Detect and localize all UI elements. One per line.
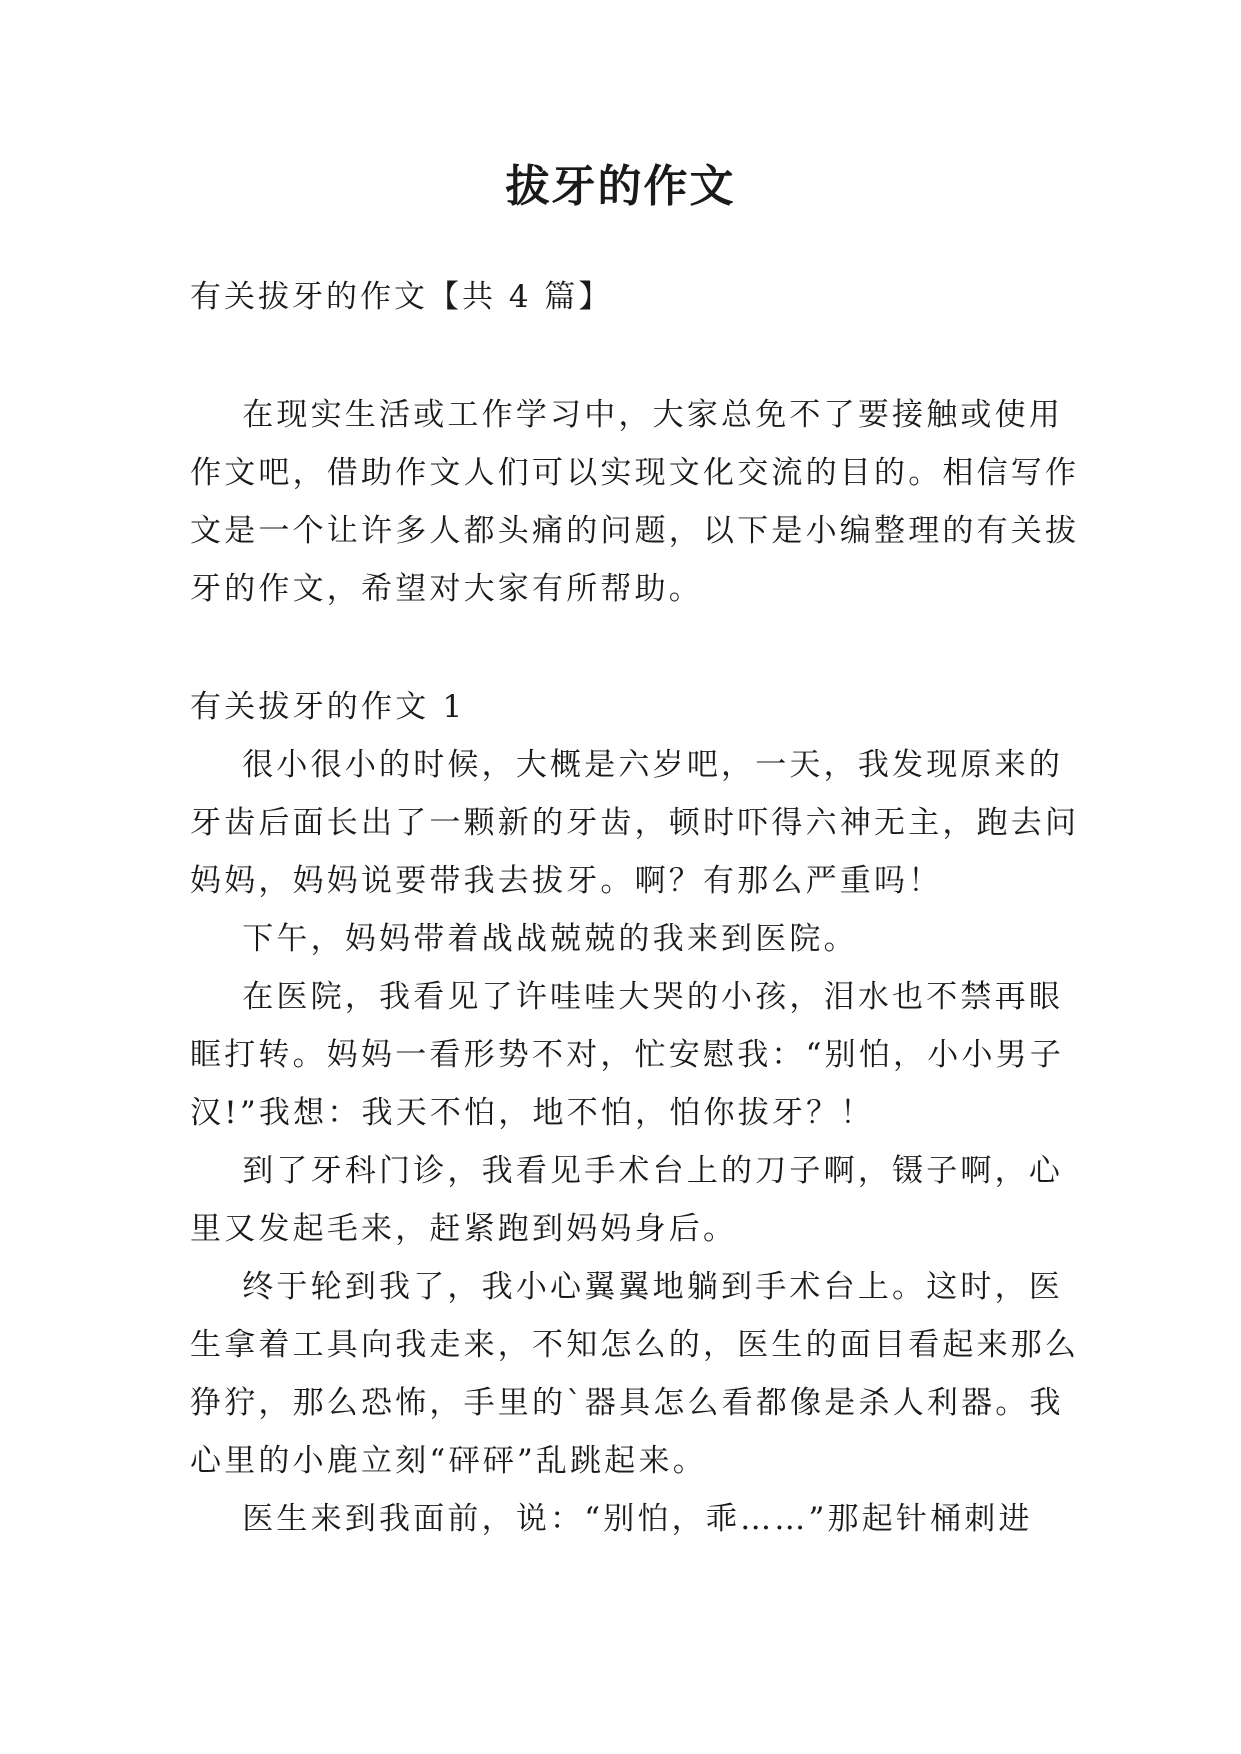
intro-line: 作文吧，借助作文人们可以实现文化交流的目的。相信写作 [190,455,1080,491]
section-body [190,736,1080,1548]
section-line: 妈妈，妈妈说要带我去拔牙。啊？有那么严重吗！ [190,863,943,899]
section-line: 到了牙科门诊，我看见手术台上的刀子啊，镊子啊，心 [190,1153,1064,1189]
intro-line: 在现实生活或工作学习中，大家总免不了要接触或使用 [190,397,1064,433]
section-line: 在医院，我看见了许哇哇大哭的小孩，泪水也不禁再眼 [190,979,1064,1015]
document-body [190,268,1080,1548]
document-subtitle: 有关拔牙的作文【共 4 篇】 [190,279,613,315]
section-line: 眶打转。妈妈一看形势不对，忙安慰我：“别怕，小小男子 [190,1037,1065,1073]
section-line: 里又发起毛来，赶紧跑到妈妈身后。 [190,1211,738,1247]
section-heading: 有关拔牙的作文 1 [190,689,466,725]
document-title: 拔牙的作文 [505,161,736,212]
spacer [190,326,1050,386]
section-line: 牙齿后面长出了一颗新的牙齿，顿时吓得六神无主，跑去问 [190,805,1080,841]
section-line: 医生来到我面前，说：“别怕，乖……”那起针桶刺进 [190,1501,1033,1537]
intro-line: 文是一个让许多人都头痛的问题，以下是小编整理的有关拔 [190,513,1080,549]
section-line: 狰狞，那么恐怖，手里的`器具怎么看都像是杀人利器。我 [190,1385,1064,1421]
section-line: 下午，妈妈带着战战兢兢的我来到医院。 [190,921,858,957]
spacer [190,618,1050,678]
section-line: 很小很小的时候，大概是六岁吧，一天，我发现原来的 [190,747,1064,783]
section-line: 生拿着工具向我走来，不知怎么的，医生的面目看起来那么 [190,1327,1080,1363]
section-line: 终于轮到我了，我小心翼翼地躺到手术台上。这时，医 [190,1269,1064,1305]
intro-paragraph [190,386,1080,618]
section-line: 汉!”我想：我天不怕，地不怕，怕你拔牙？！ [190,1095,875,1131]
section-line: 心里的小鹿立刻“砰砰”乱跳起来。 [190,1443,707,1479]
intro-line: 牙的作文，希望对大家有所帮助。 [190,571,703,607]
